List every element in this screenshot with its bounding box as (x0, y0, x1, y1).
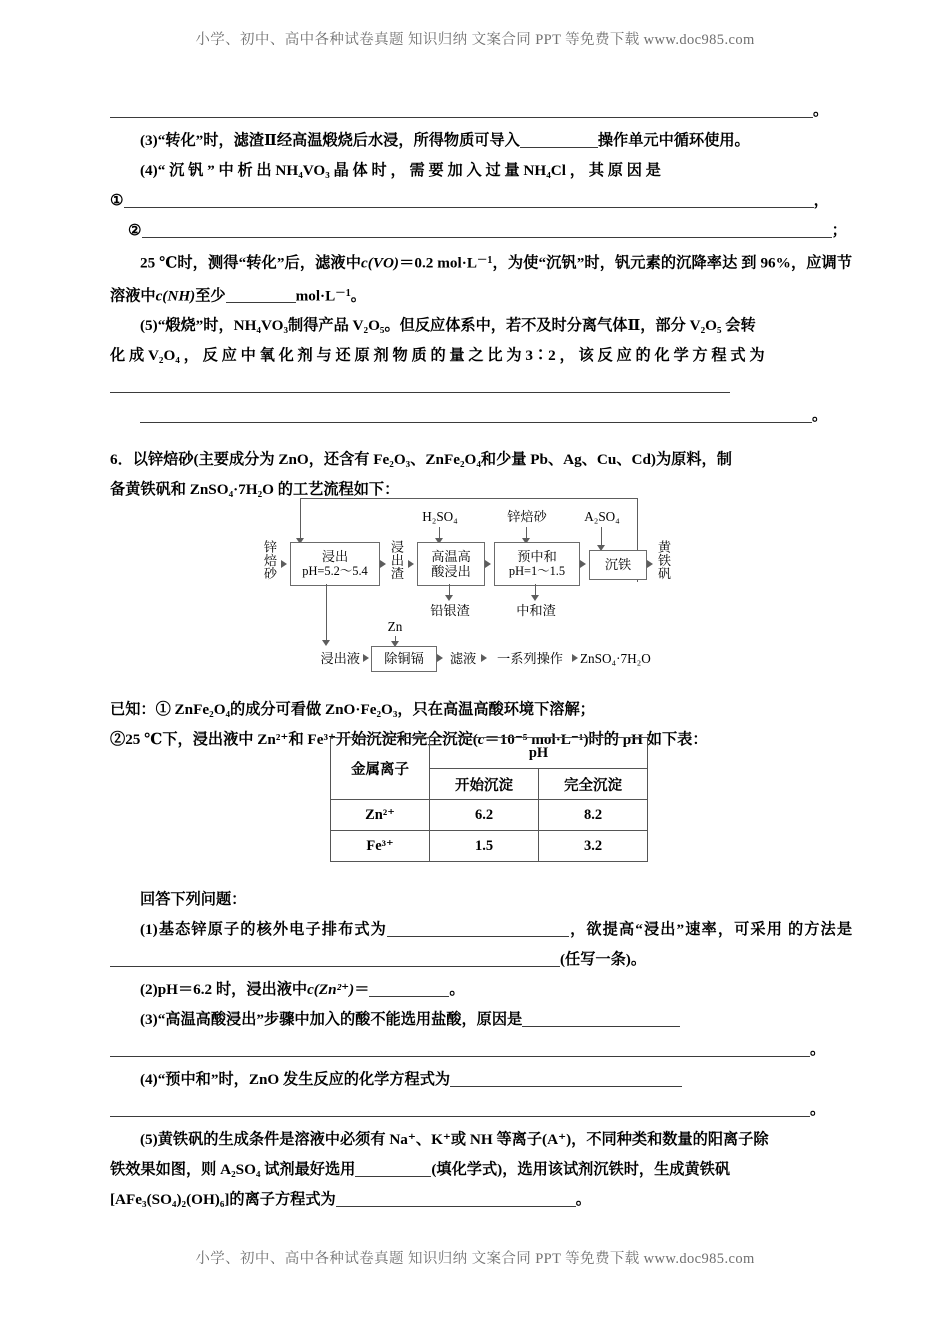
q5-item5-blank2 (110, 401, 852, 431)
q5-p2-b: 至少 (195, 287, 226, 305)
marker-circle-1: ① (110, 192, 124, 209)
box-pre-l1: 预中和 (517, 548, 557, 564)
q6-i2-d: 。 (449, 981, 465, 999)
q5-item4-blank1 (110, 186, 852, 216)
arrow-filtrate-to-ops (481, 654, 487, 662)
box-hot-acid-leaching (417, 542, 485, 586)
q5-item4-blank2 (110, 216, 852, 246)
q6-i3-a: (3)“高温高酸浸出”步骤中加入的酸不能选用盐酸，原因是 (140, 1011, 523, 1029)
arrow-leach-to-residue (380, 560, 386, 568)
q6-i2-b: ＝ (354, 981, 370, 999)
q6-known-2-a: ②25 ℃下，浸出液中 Zn²⁺和 Fe³⁺开始沉淀和完全沉淀( (110, 731, 478, 749)
label-leachate: 浸出液 (320, 651, 360, 666)
q6-i5-b: (填化学式)，选用该试剂沉铁时，生成黄铁矾 (431, 1161, 731, 1179)
q5-item3-suffix: 操作单元中循环使用。 (597, 132, 750, 149)
q6-i1-c: 的方法是 (787, 921, 853, 939)
box-removecu-label: 除铜镉 (384, 651, 424, 667)
arrow-leachate-to-removal (363, 654, 369, 662)
box-pre-l2: pH=1～1.5 (508, 564, 566, 578)
answer-blank[interactable] (369, 981, 449, 997)
answer-blank[interactable] (124, 192, 814, 208)
q5-item3 (110, 126, 852, 156)
q6-item5-line2 (110, 1155, 852, 1185)
leachate-drop-arrow (322, 640, 330, 646)
concentration-symbol: c (477, 731, 485, 749)
box-feppt-label: 沉铁 (604, 557, 632, 573)
period: 。 (810, 1041, 826, 1059)
box-iron-precipitation (589, 550, 647, 580)
q5-item3-prefix: (3)“转化”时，滤渣Ⅱ经高温煅烧后水浸，所得物质可导入 (140, 132, 520, 149)
period: 。 (813, 102, 829, 119)
th-start-precipitation: 开始沉淀 (430, 769, 539, 800)
comma: ， (813, 192, 829, 209)
recycle-line-left-vertical (300, 498, 301, 538)
q6-known-2-b: ＝10⁻⁵ mol·L⁻¹)时的 pH 如下表： (484, 731, 708, 749)
table-row (331, 831, 648, 862)
ph-table (330, 737, 648, 862)
exponent: －1 (476, 255, 493, 266)
box-leaching-ph: pH=5.2～5.4 (302, 564, 368, 578)
q6-known-1: 已知：① ZnFe₂O₄的成分可看做 ZnO·Fe₂O₃，只在高温高酸环境下溶解； (110, 701, 595, 719)
cell-start: 1.5 (430, 831, 539, 862)
watermark-top: 小学、初中、高中各种试卷真题 知识归纳 文案合同 PPT 等免费下载 www.doc985.com (195, 32, 755, 48)
period: 。 (575, 1191, 591, 1209)
q5-p1-d: ，为使“沉钒”时，钒元素的沉降率达 (492, 254, 738, 272)
box-leaching-title: 浸出 (321, 548, 349, 564)
q5-item5-line1: (5)“煅烧”时，NH₄VO₃制得产品 V₂O₅。但反应体系中，若不及时分离气体Ⅱ，部分 V₂O₅ 会转 (140, 317, 756, 335)
q6-item4 (110, 1065, 852, 1095)
arrow-pre-to-fe (580, 560, 586, 568)
reagent-a2so4-line (601, 527, 602, 547)
table-header-row-1 (331, 738, 648, 769)
byproduct-neutralization-residue: 中和渣 (516, 603, 556, 618)
answer-blank[interactable] (520, 132, 598, 148)
q6-item1 (110, 915, 852, 975)
input-zinc-calcine-label: 锌焙砂 (262, 540, 277, 580)
answer-blank[interactable] (522, 1011, 680, 1027)
conc-zn: c(Zn²⁺) (307, 981, 355, 999)
th-complete-precipitation: 完全沉淀 (539, 769, 648, 800)
answer-blank[interactable] (110, 1041, 810, 1057)
q6-item4-blank2 (110, 1095, 852, 1125)
q6-i5-a: 铁效果如图，则 A₂SO₄ 试剂最好选用 (110, 1161, 356, 1179)
q6-stem-line1: 6．以锌焙砂(主要成分为 ZnO，还含有 Fe₂O₃、ZnFe₂O₄和少量 Pb、Ag、Cu、Cd)为原料，制 (110, 451, 732, 469)
output-jarosite-label: 黄铁矾 (656, 540, 671, 580)
label-filtrate: 滤液 (449, 651, 477, 666)
answer-blank[interactable] (450, 1071, 682, 1087)
byproduct-lead-silver-residue: 铅银渣 (430, 603, 470, 618)
box-copper-cadmium-removal (371, 646, 437, 672)
q6-i1-d: (任写一条)。 (560, 951, 647, 969)
q6-item5-line1: (5)黄铁矾的生成条件是溶液中必须有 Na⁺、K⁺或 NH 等离子(A⁺)，不同种类和数量的阳离子除 (140, 1131, 769, 1149)
answer-blank[interactable] (110, 102, 813, 118)
box-leaching (290, 542, 380, 586)
exponent: －1 (335, 287, 351, 299)
trailing-blank-row (110, 96, 852, 126)
q5-item4-line1: (4)“ 沉 钒 ” 中 析 出 NH₄VO₃ 晶 体 时 ， 需 要 加 入 过 量 NH₄Cl ， 其 原 因 是 (140, 162, 661, 179)
byproduct1-arrow (445, 595, 453, 601)
arrow-residue-to-hot (408, 560, 414, 568)
q5-p1-b: ＝0.2 mol·L (399, 254, 477, 272)
watermark-bottom: 小学、初中、高中各种试卷真题 知识归纳 文案合同 PPT 等免费下载 www.doc985.com (195, 1251, 755, 1267)
semicolon: ； (831, 222, 847, 239)
byproduct2-arrow (531, 595, 539, 601)
period: 。 (812, 407, 828, 425)
arrow-ops-to-product (572, 654, 578, 662)
answer-blank[interactable] (226, 287, 296, 303)
th-metal-ion: 金属离子 (331, 738, 430, 800)
q6-stem-line2: 备黄铁矾和 ZnSO₄·7H₂O 的工艺流程如下： (110, 481, 400, 499)
label-leach-residue: 浸出渣 (389, 540, 404, 580)
q5-item5-blank1 (110, 371, 852, 401)
q6-i2-a: (2)pH＝6.2 时，浸出液中 (140, 981, 308, 999)
reagent-sulfuric-acid: H₂SO₄ (422, 509, 458, 524)
cell-ion: Zn²⁺ (331, 800, 430, 831)
q6-i1-b: ，欲提高“浸出”速率，可采用 (568, 921, 784, 939)
box-hot-l2: 酸浸出 (431, 564, 471, 579)
arrow-into-leach (281, 560, 287, 568)
q6-answer-prompt: 回答下列问题： (140, 891, 247, 909)
answer-blank[interactable] (110, 951, 560, 967)
answer-blank[interactable] (142, 222, 832, 238)
q5-item5-line2: 化 成 V₂O₄ ， 反 应 中 氧 化 剂 与 还 原 剂 物 质 的 量 之 比 为 3∶2 ， 该 反 应 的 化 学 方 程 式 为 (110, 347, 765, 365)
answer-blank[interactable] (110, 377, 730, 393)
q5-p2-d: mol·L (295, 287, 336, 305)
q5-p1-a: 25 ℃时，测得“转化”后，滤液中 (140, 254, 362, 272)
conc-nh: c(NH) (155, 287, 196, 305)
cell-ion: Fe³⁺ (331, 831, 430, 862)
box-pre-neutralization (494, 542, 580, 586)
cell-complete: 8.2 (539, 800, 648, 831)
q6-item3-blank2 (110, 1035, 852, 1065)
process-flow-diagram (262, 494, 698, 680)
cell-complete: 3.2 (539, 831, 648, 862)
q5-p2-e: 。 (350, 287, 366, 305)
product-zinc-sulfate-heptahydrate: ZnSO₄·7H₂O (580, 651, 651, 666)
q6-item2 (110, 975, 852, 1005)
th-ph: pH (430, 738, 648, 769)
arrow-fe-to-product (647, 560, 653, 568)
reagent-a2so4: A₂SO₄ (584, 509, 620, 524)
q6-i5-c: [AFe₃(SO₄)₂(OH)₆]的离子方程式为 (110, 1191, 336, 1209)
label-series-operations: 一系列操作 (497, 651, 563, 666)
cell-start: 6.2 (430, 800, 539, 831)
arrow-removal-to-filtrate (437, 654, 443, 662)
q6-item3 (110, 1005, 852, 1035)
period: 。 (810, 1101, 826, 1119)
answer-blank[interactable] (336, 1191, 576, 1207)
q6-i4-a: (4)“预中和”时，ZnO 发生反应的化学方程式为 (140, 1071, 451, 1089)
q6-i1-a: (1)基态锌原子的核外电子排布式为 (140, 921, 387, 939)
q5-p2-a: 到 96%，应调节溶液中 (110, 254, 853, 305)
marker-circle-2: ② (128, 222, 142, 239)
q5-item4-para (110, 246, 852, 311)
reagent-zinc: Zn (387, 619, 403, 634)
leachate-drop-line (326, 584, 327, 642)
recycle-line-horizontal (300, 498, 638, 499)
answer-blank[interactable] (355, 1161, 431, 1177)
reagent-zinc-calcine: 锌焙砂 (507, 509, 547, 524)
answer-blank[interactable] (110, 1101, 810, 1117)
answer-blank[interactable] (387, 921, 569, 937)
arrow-hot-to-pre (485, 560, 491, 568)
spacer (110, 431, 852, 445)
conc-vo: c(VO) (361, 254, 399, 272)
box-hot-l1: 高温高 (431, 548, 471, 564)
table-row (331, 800, 648, 831)
q6-item5-line3 (110, 1185, 852, 1215)
answer-blank[interactable] (140, 407, 812, 423)
